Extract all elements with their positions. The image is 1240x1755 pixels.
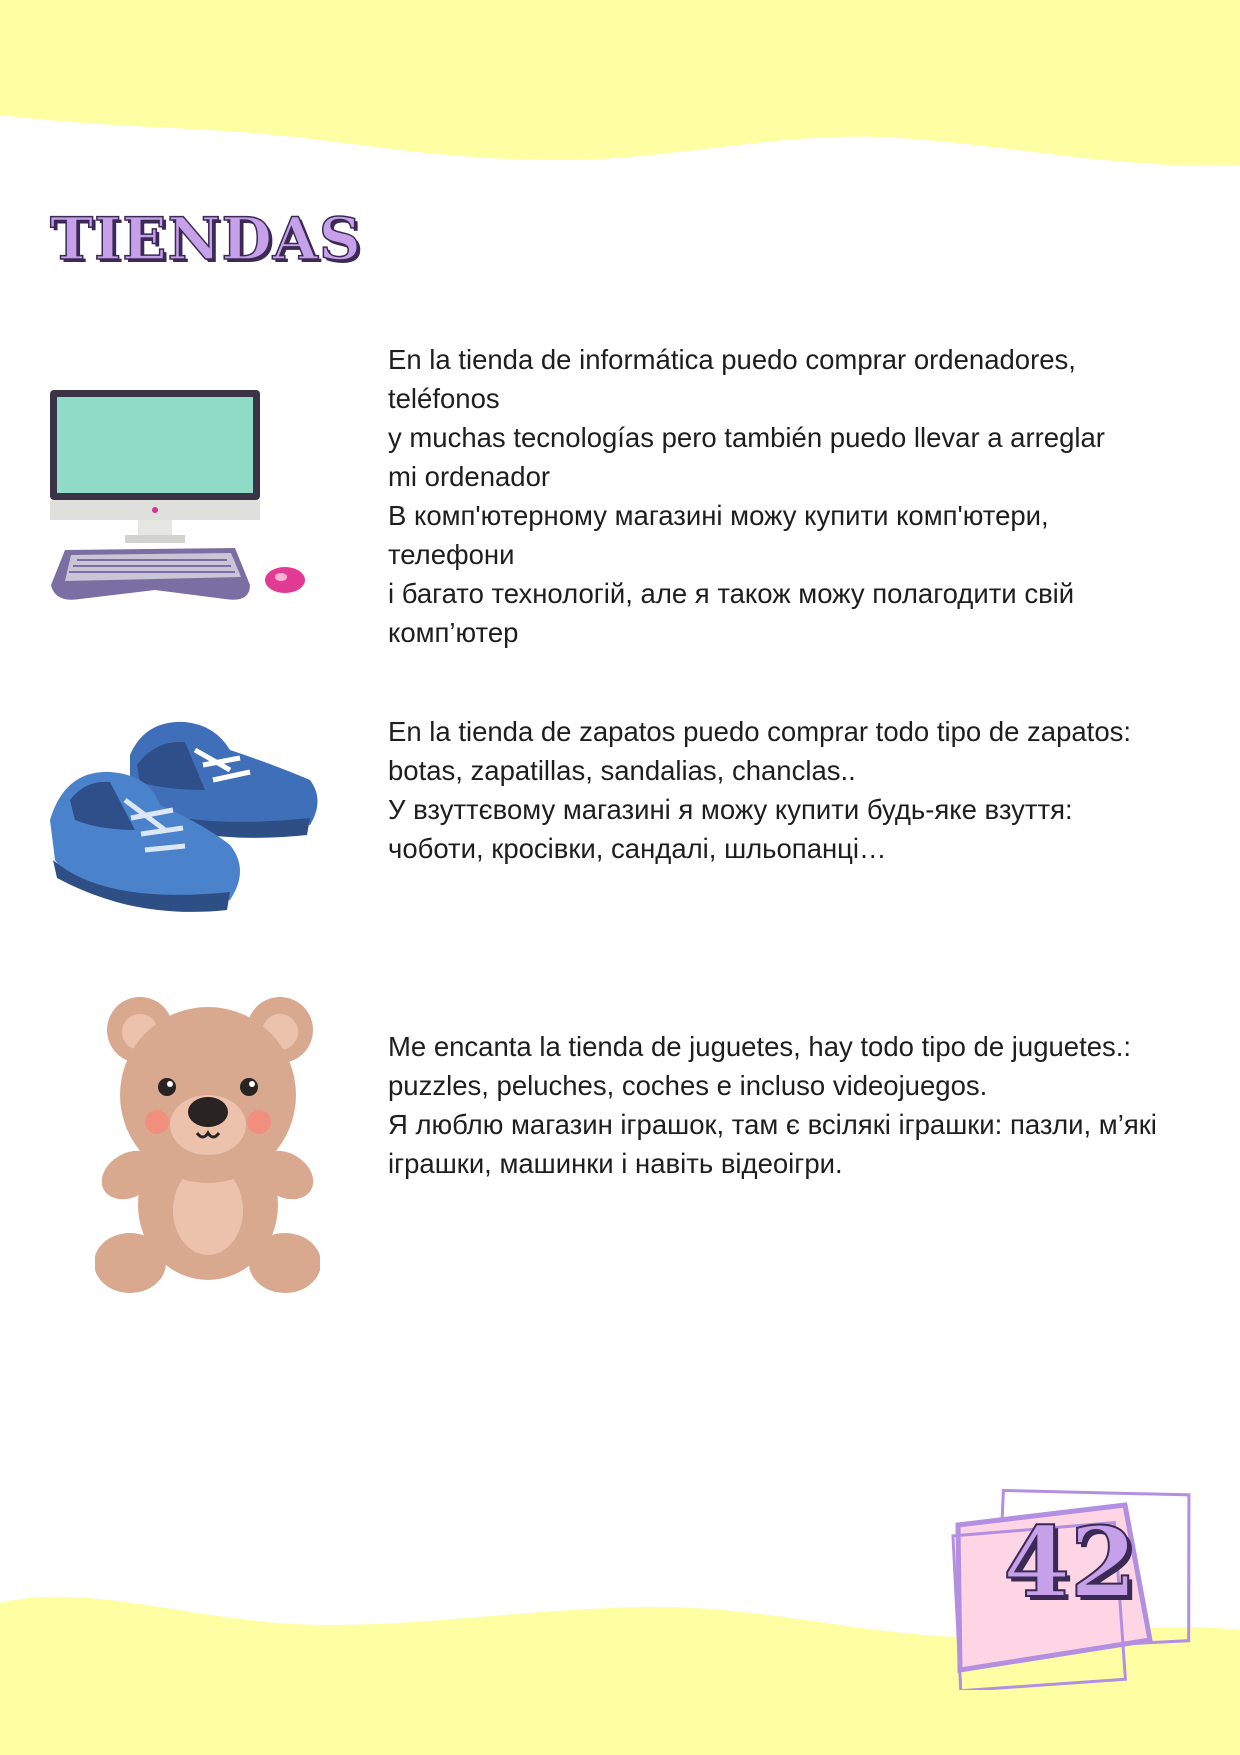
paragraph-line: mi ordenador	[388, 461, 551, 492]
paragraph-line: y muchas tecnologías pero también puedo llevar a arreglar	[388, 422, 1105, 453]
paragraph-line: botas, zapatillas, sandalias, chanclas..	[388, 755, 856, 786]
paragraph-line: En la tienda de zapatos puedo comprar todo tipo de zapatos:	[388, 716, 1132, 747]
section-computer-store	[388, 340, 1208, 652]
page-title: TIENDAS	[50, 205, 362, 273]
paragraph-line: чоботи, кросівки, сандалі, шльопанці…	[388, 833, 887, 864]
section-shoe-store	[388, 712, 1208, 868]
section-toy-store	[388, 1027, 1208, 1183]
top-wave-decoration	[0, 0, 1240, 200]
paragraph-line: teléfonos	[388, 383, 500, 414]
computer-illustration	[45, 385, 315, 615]
paragraph-line: En la tienda de informática puedo comprar ordenadores,	[388, 344, 1076, 375]
paragraph-line: Я люблю магазин іграшок, там є всілякі іграшки: пазли, м’які	[388, 1109, 1157, 1140]
page-number: 42	[1003, 1506, 1137, 1619]
paragraph-line: puzzles, peluches, coches e incluso videojuegos.	[388, 1070, 988, 1101]
paragraph-line: іграшки, машинки і навіть відеоігри.	[388, 1148, 843, 1179]
paragraph-line: комп’ютер	[388, 617, 519, 648]
paragraph-line: У взуттєвому магазині я можу купити будь-яке взуття:	[388, 794, 1073, 825]
paragraph-line: телефони	[388, 539, 515, 570]
paragraph-line: і багато технологій, але я також можу полагодити свій	[388, 578, 1075, 609]
sneakers-illustration	[45, 710, 320, 925]
paragraph-line: В комп'ютерному магазині можу купити комп'ютери,	[388, 500, 1049, 531]
teddy-bear-illustration	[95, 995, 320, 1295]
paragraph-line: Me encanta la tienda de juguetes, hay todo tipo de juguetes.:	[388, 1031, 1132, 1062]
